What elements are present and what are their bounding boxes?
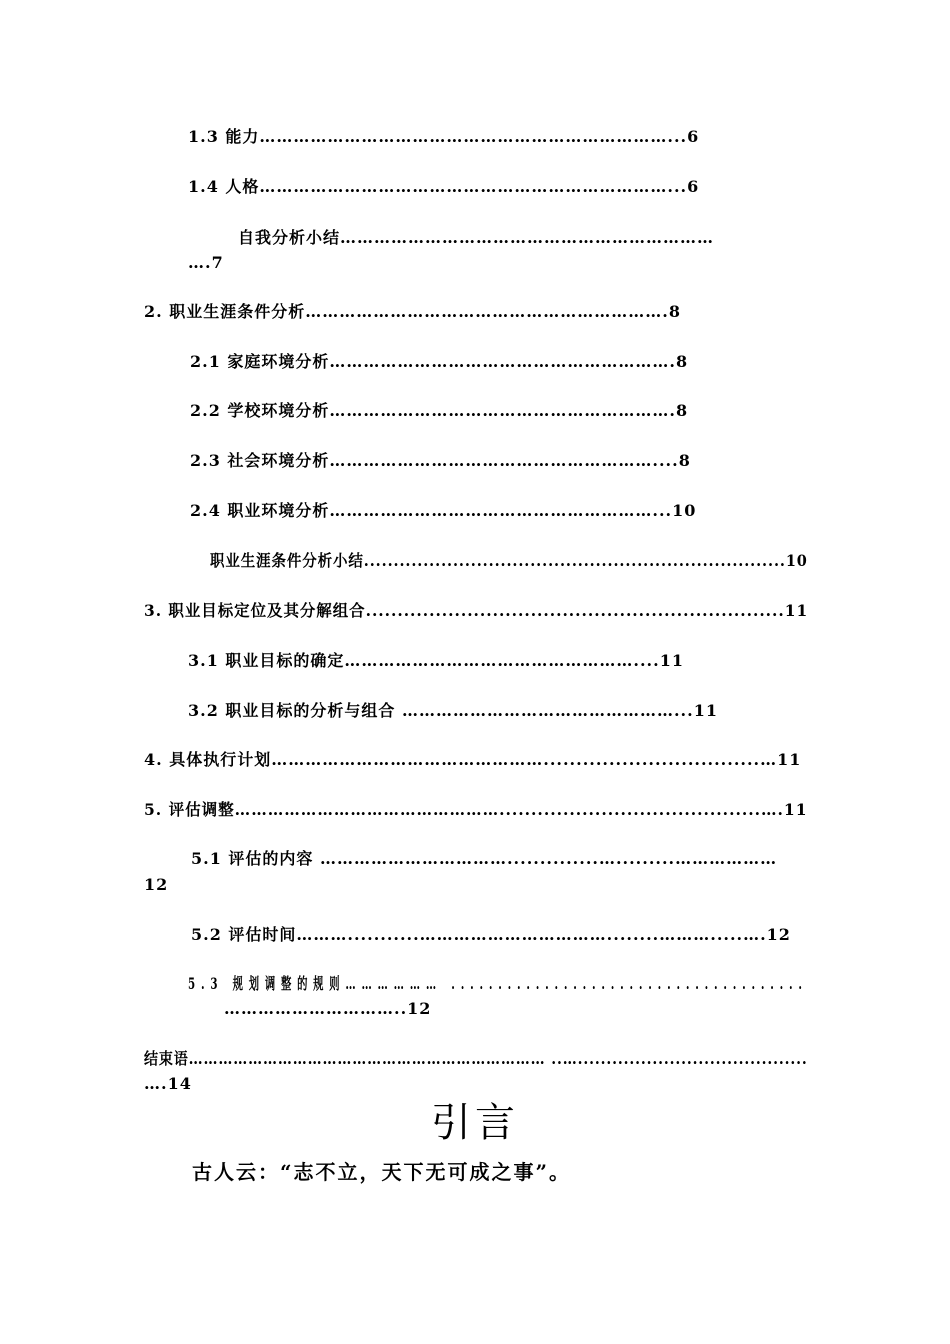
toc-entry-1-4[interactable]: 1.4 人格………………………………………………………………...6 bbox=[188, 177, 700, 196]
opening-quote: 古人云：“志不立，天下无可成之事”。 bbox=[192, 1160, 572, 1184]
toc-entry-5-3-page[interactable]: …………………………..12 bbox=[224, 999, 432, 1018]
toc-entry-3-2[interactable]: 3.2 职业目标的分析与组合 …………………………………………...11 bbox=[188, 701, 718, 720]
toc-entry-2-3[interactable]: 2.3 社会环境分析…………………………………………………....8 bbox=[190, 451, 691, 470]
toc-entry-2-1[interactable]: 2.1 家庭环境分析…………………………………………………….8 bbox=[190, 352, 689, 371]
toc-entry-conclusion-page[interactable]: ….14 bbox=[144, 1074, 192, 1093]
toc-entry-3[interactable]: 3. 职业目标定位及其分解组合..................................................................11 bbox=[144, 601, 809, 620]
toc-entry-5-3[interactable]: 5.3 规划调整的规则……………… ...................................... bbox=[188, 974, 808, 993]
toc-entry-conclusion[interactable]: 结束语……………………………………………………………… ..…........................................ bbox=[144, 1049, 808, 1068]
toc-entry-5-1-page[interactable]: 12 bbox=[144, 875, 169, 894]
toc-entry-5[interactable]: 5. 评估调整………………………………………….........................................….11 bbox=[144, 800, 808, 819]
toc-entry-self-analysis-summary-page[interactable]: ….7 bbox=[188, 253, 224, 272]
toc-entry-3-1[interactable]: 3.1 职业目标的确定……………………………………………....11 bbox=[188, 651, 684, 670]
toc-entry-self-analysis-summary[interactable]: 自我分析小结………………………………………………………… bbox=[238, 228, 715, 247]
toc-entry-2-2[interactable]: 2.2 学校环境分析…………………………………………………….8 bbox=[190, 401, 689, 420]
toc-entry-5-1[interactable]: 5.1 评估的内容 ……………………………..............….........……………… bbox=[191, 849, 778, 868]
toc-entry-1-3[interactable]: 1.3 能力………………………………………………………………...6 bbox=[188, 127, 700, 146]
toc-entry-career-conditions-summary[interactable]: 职业生涯条件分析小结.......................................................................10 bbox=[210, 551, 808, 570]
toc-entry-4[interactable]: 4. 具体执行计划………………………………………….................................…11 bbox=[144, 750, 802, 769]
toc-entry-2-4[interactable]: 2.4 职业环境分析…………………………………………………...10 bbox=[190, 501, 697, 520]
toc-entry-2[interactable]: 2. 职业生涯条件分析……………………………………………………….8 bbox=[144, 302, 681, 321]
section-heading: 引言 bbox=[431, 1100, 519, 1146]
toc-entry-5-2[interactable]: 5.2 评估时间………...........……………………………........……….....….12 bbox=[191, 925, 791, 944]
